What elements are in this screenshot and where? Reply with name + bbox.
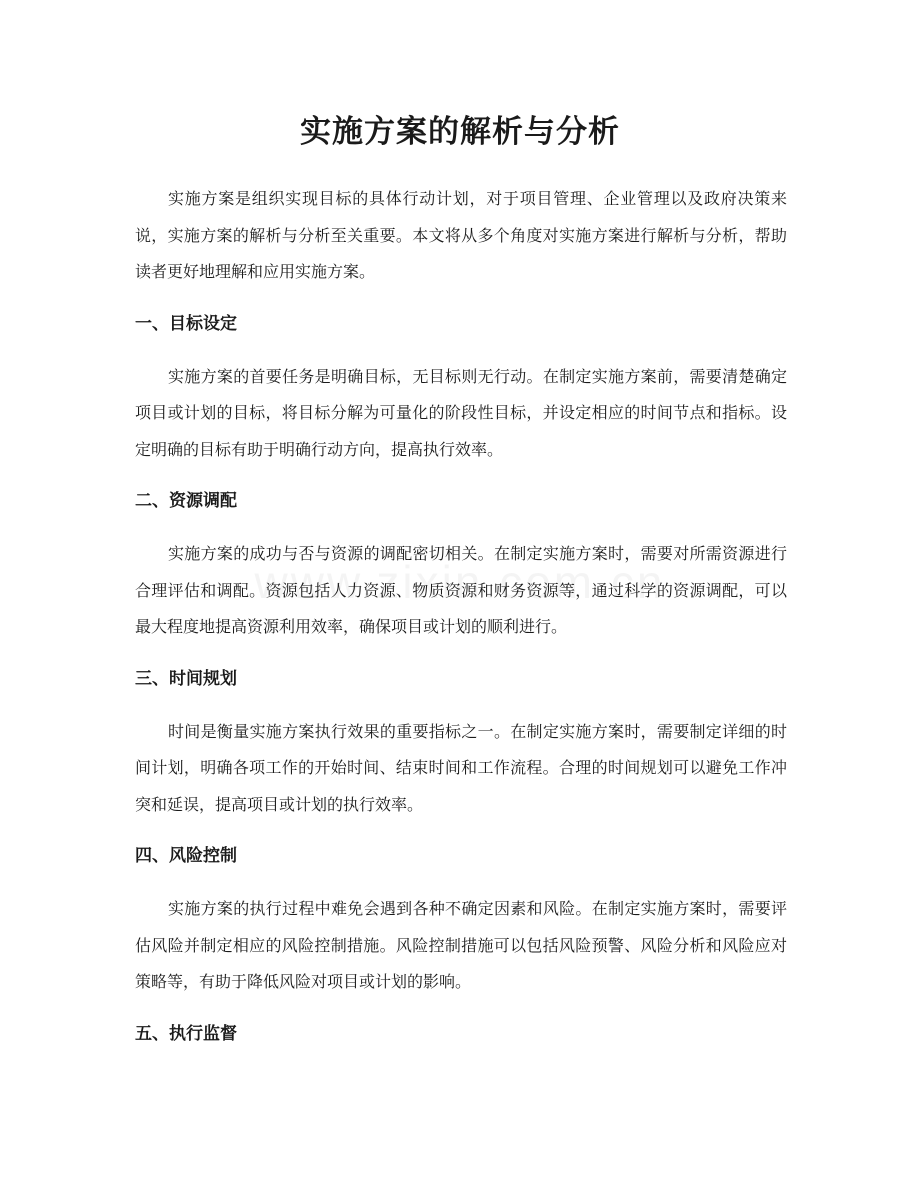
section-body-risk: 实施方案的执行过程中难免会遇到各种不确定因素和风险。在制定实施方案时，需要评估风险并制定相应的风险控制措施。风险控制措施可以包括风险预警、风险分析和风险应对策略等，有助于降低风险对项目或计划的影响。 xyxy=(135,899,787,991)
section-body-resources: 实施方案的成功与否与资源的调配密切相关。在制定实施方案时，需要对所需资源进行合理评估和调配。资源包括人力资源、物质资源和财务资源等，通过科学的资源调配，可以最大程度地提高资源利用效率，确保项目或计划的顺利进行。 xyxy=(135,544,787,636)
section-heading-goal: 一、目标设定 xyxy=(135,313,237,334)
section-body-time: 时间是衡量实施方案执行效果的重要指标之一。在制定实施方案时，需要制定详细的时间计划，明确各项工作的开始时间、结束时间和工作流程。合理的时间规划可以避免工作冲突和延误，提高项目或计划的执行效率。 xyxy=(135,721,787,814)
section-heading-risk: 四、风险控制 xyxy=(135,846,237,866)
document-body xyxy=(135,181,787,1052)
section-body-goal: 实施方案的首要任务是明确目标，无目标则无行动。在制定实施方案前，需要清楚确定项目或计划的目标，将目标分解为可量化的阶段性目标，并设定相应的时间节点和指标。设定明确的目标有助于明确行动方向，提高执行效率。 xyxy=(135,366,787,459)
section-heading-resources: 二、资源调配 xyxy=(135,491,237,511)
intro-paragraph: 实施方案是组织实现目标的具体行动计划，对于项目管理、企业管理以及政府决策来说，实施方案的解析与分析至关重要。本文将从多个角度对实施方案进行解析与分析，帮助读者更好地理解和应用实施方案。 xyxy=(135,189,787,281)
section-heading-time: 三、时间规划 xyxy=(135,668,237,689)
page-title: 实施方案的解析与分析 xyxy=(300,114,620,150)
section-heading-supervision: 五、执行监督 xyxy=(135,1023,237,1044)
